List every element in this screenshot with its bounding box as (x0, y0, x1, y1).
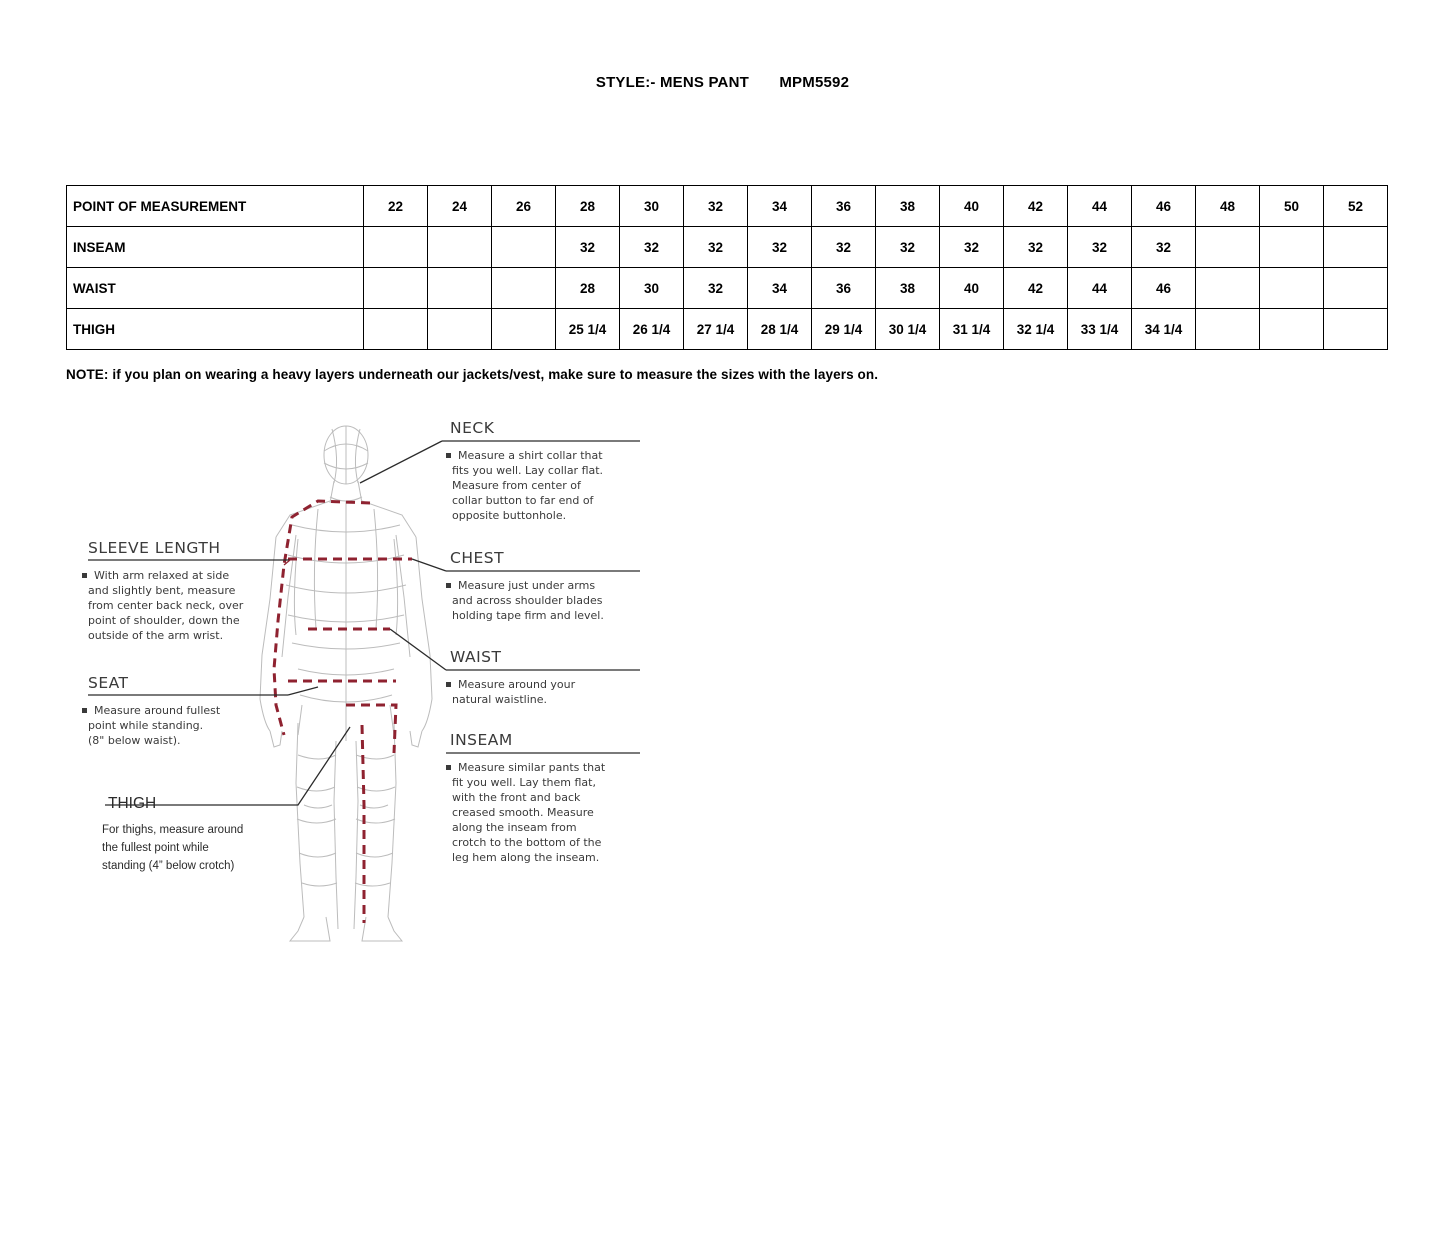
cell (1324, 227, 1388, 268)
inseam-line: leg hem along the inseam. (452, 851, 600, 864)
inseam-line: fit you well. Lay them flat, (452, 776, 596, 789)
seat-line: point while standing. (88, 719, 204, 732)
chest-line: Measure just under arms (458, 579, 596, 592)
waist-heading: WAIST (450, 648, 502, 666)
header-size: 26 (492, 186, 556, 227)
cell (492, 227, 556, 268)
header-size: 46 (1132, 186, 1196, 227)
thigh-line: For thighs, measure around (102, 824, 244, 836)
header-size: 24 (428, 186, 492, 227)
cell (1196, 268, 1260, 309)
bullet-icon (82, 708, 87, 713)
seat-line: Measure around fullest (94, 704, 221, 717)
size-table-container (66, 185, 1362, 350)
cell: 42 (1004, 268, 1068, 309)
style-label: STYLE:- MENS PANT (595, 74, 749, 91)
row-label: INSEAM (67, 227, 364, 268)
neck-callout (446, 419, 603, 522)
header-size: 32 (684, 186, 748, 227)
chest-callout (446, 549, 604, 622)
seat-callout (82, 674, 221, 747)
cell: 32 (876, 227, 940, 268)
cell (492, 309, 556, 350)
header-size: 48 (1196, 186, 1260, 227)
cell: 38 (876, 268, 940, 309)
cell (1196, 309, 1260, 350)
cell: 32 (1068, 227, 1132, 268)
sleeve-length-heading: SLEEVE LENGTH (88, 539, 221, 557)
neck-heading: NECK (450, 419, 495, 437)
cell (364, 268, 428, 309)
size-table (66, 185, 1388, 350)
inseam-line: Measure similar pants that (458, 761, 606, 774)
cell: 32 (812, 227, 876, 268)
neck-line: collar button to far end of (452, 494, 594, 507)
bullet-icon (446, 453, 451, 458)
header-size: 28 (556, 186, 620, 227)
sleeve-length-callout (82, 539, 244, 642)
cell: 32 (748, 227, 812, 268)
cell: 32 (620, 227, 684, 268)
waist-callout (446, 648, 576, 706)
neck-line: opposite buttonhole. (452, 509, 567, 522)
cell (1260, 309, 1324, 350)
sleeve-length-line: With arm relaxed at side (94, 569, 230, 582)
header-point-of-measurement: POINT OF MEASUREMENT (67, 186, 364, 227)
cell: 27 1/4 (684, 309, 748, 350)
cell (1324, 268, 1388, 309)
table-header-row (67, 186, 1388, 227)
header-size: 42 (1004, 186, 1068, 227)
cell: 28 1/4 (748, 309, 812, 350)
chest-line: holding tape firm and level. (452, 609, 604, 622)
page-title (0, 74, 1445, 91)
header-size: 44 (1068, 186, 1132, 227)
chest-heading: CHEST (450, 549, 505, 567)
style-code: MPM5592 (779, 74, 850, 91)
inseam-line: crotch to the bottom of the (452, 836, 602, 849)
cell: 30 1/4 (876, 309, 940, 350)
sleeve-length-line: from center back neck, over (88, 599, 244, 612)
cell (1260, 268, 1324, 309)
header-size: 30 (620, 186, 684, 227)
header-size: 22 (364, 186, 428, 227)
cell: 32 (1132, 227, 1196, 268)
neck-line: fits you well. Lay collar flat. (452, 464, 604, 477)
sleeve-length-line: outside of the arm wrist. (88, 629, 224, 642)
seat-heading: SEAT (88, 674, 129, 692)
inseam-line: with the front and back (452, 791, 581, 804)
measurement-diagram (60, 405, 700, 965)
cell (1260, 227, 1324, 268)
thigh-heading: THIGH (108, 795, 157, 812)
bullet-icon (446, 765, 451, 770)
header-size: 52 (1324, 186, 1388, 227)
waist-line: Measure around your (458, 678, 576, 691)
cell: 32 (684, 268, 748, 309)
sleeve-length-line: point of shoulder, down the (88, 614, 240, 627)
cell: 28 (556, 268, 620, 309)
cell: 32 1/4 (1004, 309, 1068, 350)
cell: 40 (940, 268, 1004, 309)
cell (428, 227, 492, 268)
cell: 44 (1068, 268, 1132, 309)
cell: 32 (684, 227, 748, 268)
cell (1324, 309, 1388, 350)
thigh-line: standing (4” below crotch) (102, 860, 235, 872)
seat-line: (8" below waist). (88, 734, 181, 747)
cell: 33 1/4 (1068, 309, 1132, 350)
cell (1196, 227, 1260, 268)
bullet-icon (446, 583, 451, 588)
cell: 29 1/4 (812, 309, 876, 350)
cell (364, 309, 428, 350)
chest-line: and across shoulder blades (452, 594, 603, 607)
inseam-heading: INSEAM (450, 731, 513, 749)
cell: 34 (748, 268, 812, 309)
thigh-callout (102, 795, 243, 872)
cell (364, 227, 428, 268)
row-label: WAIST (67, 268, 364, 309)
cell: 32 (940, 227, 1004, 268)
cell: 32 (1004, 227, 1068, 268)
thigh-line: the fullest point while (102, 842, 209, 854)
waist-line: natural waistline. (452, 693, 547, 706)
cell (492, 268, 556, 309)
row-label: THIGH (67, 309, 364, 350)
cell: 30 (620, 268, 684, 309)
cell: 34 1/4 (1132, 309, 1196, 350)
cell: 36 (812, 268, 876, 309)
neck-line: Measure from center of (452, 479, 581, 492)
table-row (67, 268, 1388, 309)
cell (428, 309, 492, 350)
header-size: 40 (940, 186, 1004, 227)
header-size: 38 (876, 186, 940, 227)
neck-line: Measure a shirt collar that (458, 449, 603, 462)
cell: 25 1/4 (556, 309, 620, 350)
header-size: 36 (812, 186, 876, 227)
cell: 32 (556, 227, 620, 268)
note-text: NOTE: if you plan on wearing a heavy layers underneath our jackets/vest, make sure to measure the sizes with the layers on. (66, 367, 879, 382)
header-size: 50 (1260, 186, 1324, 227)
table-row (67, 227, 1388, 268)
bullet-icon (446, 682, 451, 687)
inseam-callout (446, 731, 606, 864)
cell (428, 268, 492, 309)
cell: 26 1/4 (620, 309, 684, 350)
bullet-icon (82, 573, 87, 578)
cell: 46 (1132, 268, 1196, 309)
cell: 31 1/4 (940, 309, 1004, 350)
sleeve-length-line: and slightly bent, measure (88, 584, 236, 597)
table-row (67, 309, 1388, 350)
inseam-line: along the inseam from (452, 821, 577, 834)
header-size: 34 (748, 186, 812, 227)
inseam-line: creased smooth. Measure (452, 806, 594, 819)
